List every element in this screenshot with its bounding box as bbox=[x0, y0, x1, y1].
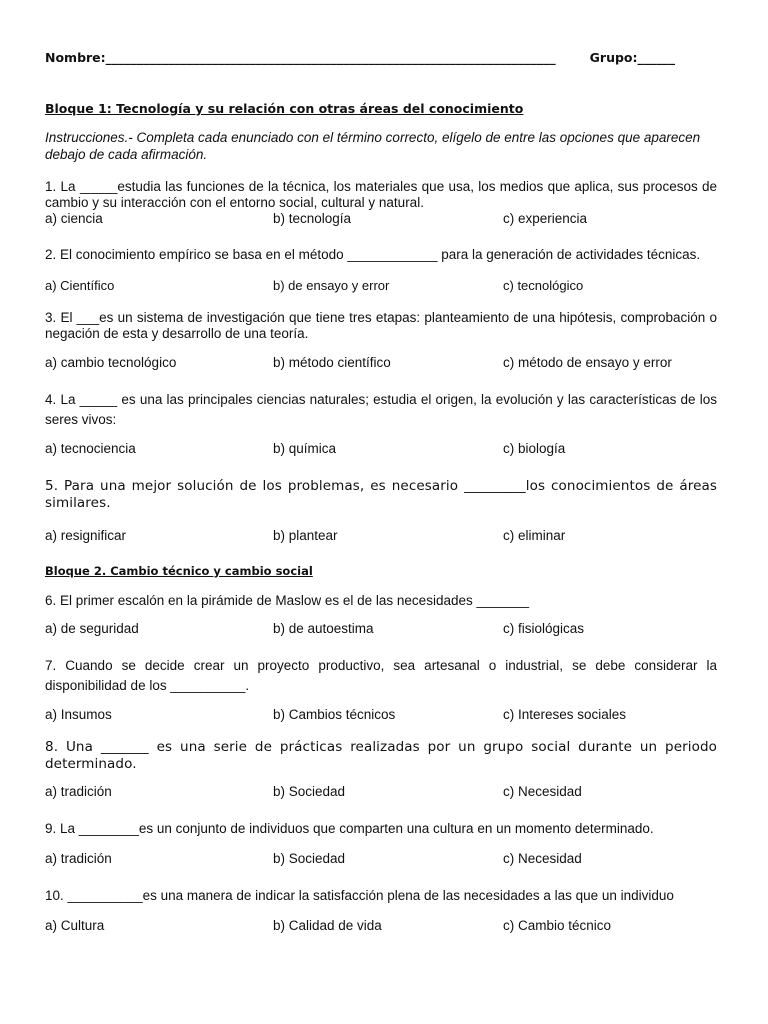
option-2a: a) Científico bbox=[45, 278, 115, 293]
options-8 bbox=[45, 784, 717, 800]
options-7 bbox=[45, 707, 717, 723]
instructions: Instrucciones.- Completa cada enunciado con el término correcto, elígelo de entre las opciones que aparecen debajo de cada afirmación. bbox=[45, 130, 701, 162]
options-10 bbox=[45, 918, 717, 934]
option-6b: b) de autoestima bbox=[273, 621, 374, 636]
option-7a: a) Insumos bbox=[45, 707, 112, 722]
option-1b: b) tecnología bbox=[273, 211, 352, 226]
option-7b: b) Cambios técnicos bbox=[273, 707, 396, 722]
grupo-field-label: Grupo:______ bbox=[589, 50, 675, 65]
question-2: 2. El conocimiento empírico se basa en el método ____________ para la generación de actividades técnicas. bbox=[45, 247, 701, 262]
block-1-title: Bloque 1: Tecnología y su relación con otras áreas del conocimiento bbox=[45, 101, 524, 116]
option-7c: c) Intereses sociales bbox=[503, 707, 627, 722]
nombre-field-label: Nombre:________________________________________________________________________ bbox=[45, 50, 556, 65]
option-8c: c) Necesidad bbox=[503, 784, 582, 799]
option-8a: a) tradición bbox=[45, 784, 112, 799]
question-1: 1. La _____estudia las funciones de la técnica, los materiales que usa, los medios que aplica, sus procesos de cambio y su interacción con el entorno social, cultural y natural. bbox=[45, 179, 717, 210]
option-4c: c) biología bbox=[503, 441, 566, 456]
option-3c: c) método de ensayo y error bbox=[503, 355, 672, 370]
option-9b: b) Sociedad bbox=[273, 851, 346, 866]
options-6 bbox=[45, 621, 717, 637]
question-7: 7. Cuando se decide crear un proyecto productivo, sea artesanal o industrial, se debe considerar la disponibilidad de los __________. bbox=[45, 658, 717, 693]
option-10c: c) Cambio técnico bbox=[503, 918, 612, 933]
option-3b: b) método científico bbox=[273, 355, 391, 370]
option-2c: c) tecnológico bbox=[503, 278, 584, 293]
question-4: 4. La _____ es una las principales ciencias naturales; estudia el origen, la evolución y las características de los seres vivos: bbox=[45, 392, 717, 427]
question-6: 6. El primer escalón en la pirámide de Maslow es el de las necesidades _______ bbox=[45, 593, 530, 608]
options-4 bbox=[45, 441, 717, 457]
option-5c: c) eliminar bbox=[503, 528, 566, 543]
question-5: 5. Para una mejor solución de los problemas, es necesario _________los conocimientos de áreas similares. bbox=[45, 478, 717, 511]
options-5 bbox=[45, 528, 717, 544]
option-9a: a) tradición bbox=[45, 851, 112, 866]
question-8: 8. Una _______ es una serie de prácticas realizadas por un grupo social durante un periodo determinado. bbox=[45, 739, 717, 772]
options-9 bbox=[45, 851, 717, 867]
option-1c: c) experiencia bbox=[503, 211, 588, 226]
header-row bbox=[45, 50, 675, 65]
options-2 bbox=[45, 278, 717, 294]
option-5a: a) resignificar bbox=[45, 528, 127, 543]
question-9: 9. La ________es un conjunto de individuos que comparten una cultura en un momento determinado. bbox=[45, 821, 654, 836]
option-4a: a) tecnociencia bbox=[45, 441, 136, 456]
option-10a: a) Cultura bbox=[45, 918, 105, 933]
option-8b: b) Sociedad bbox=[273, 784, 346, 799]
options-1 bbox=[45, 211, 717, 227]
option-2b: b) de ensayo y error bbox=[273, 278, 390, 293]
option-5b: b) plantear bbox=[273, 528, 338, 543]
option-3a: a) cambio tecnológico bbox=[45, 355, 177, 370]
block-2-title: Bloque 2. Cambio técnico y cambio social bbox=[45, 564, 313, 578]
option-6a: a) de seguridad bbox=[45, 621, 139, 636]
option-10b: b) Calidad de vida bbox=[273, 918, 382, 933]
question-3: 3. El ___es un sistema de investigación que tiene tres etapas: planteamiento de una hipótesis, comprobación o negación de esta y desarrollo de una teoría. bbox=[45, 310, 717, 341]
option-4b: b) química bbox=[273, 441, 337, 456]
option-1a: a) ciencia bbox=[45, 211, 103, 226]
question-10: 10. __________es una manera de indicar la satisfacción plena de las necesidades a las que un individuo bbox=[45, 888, 674, 903]
option-6c: c) fisiológicas bbox=[503, 621, 585, 636]
option-9c: c) Necesidad bbox=[503, 851, 582, 866]
options-3 bbox=[45, 355, 717, 371]
